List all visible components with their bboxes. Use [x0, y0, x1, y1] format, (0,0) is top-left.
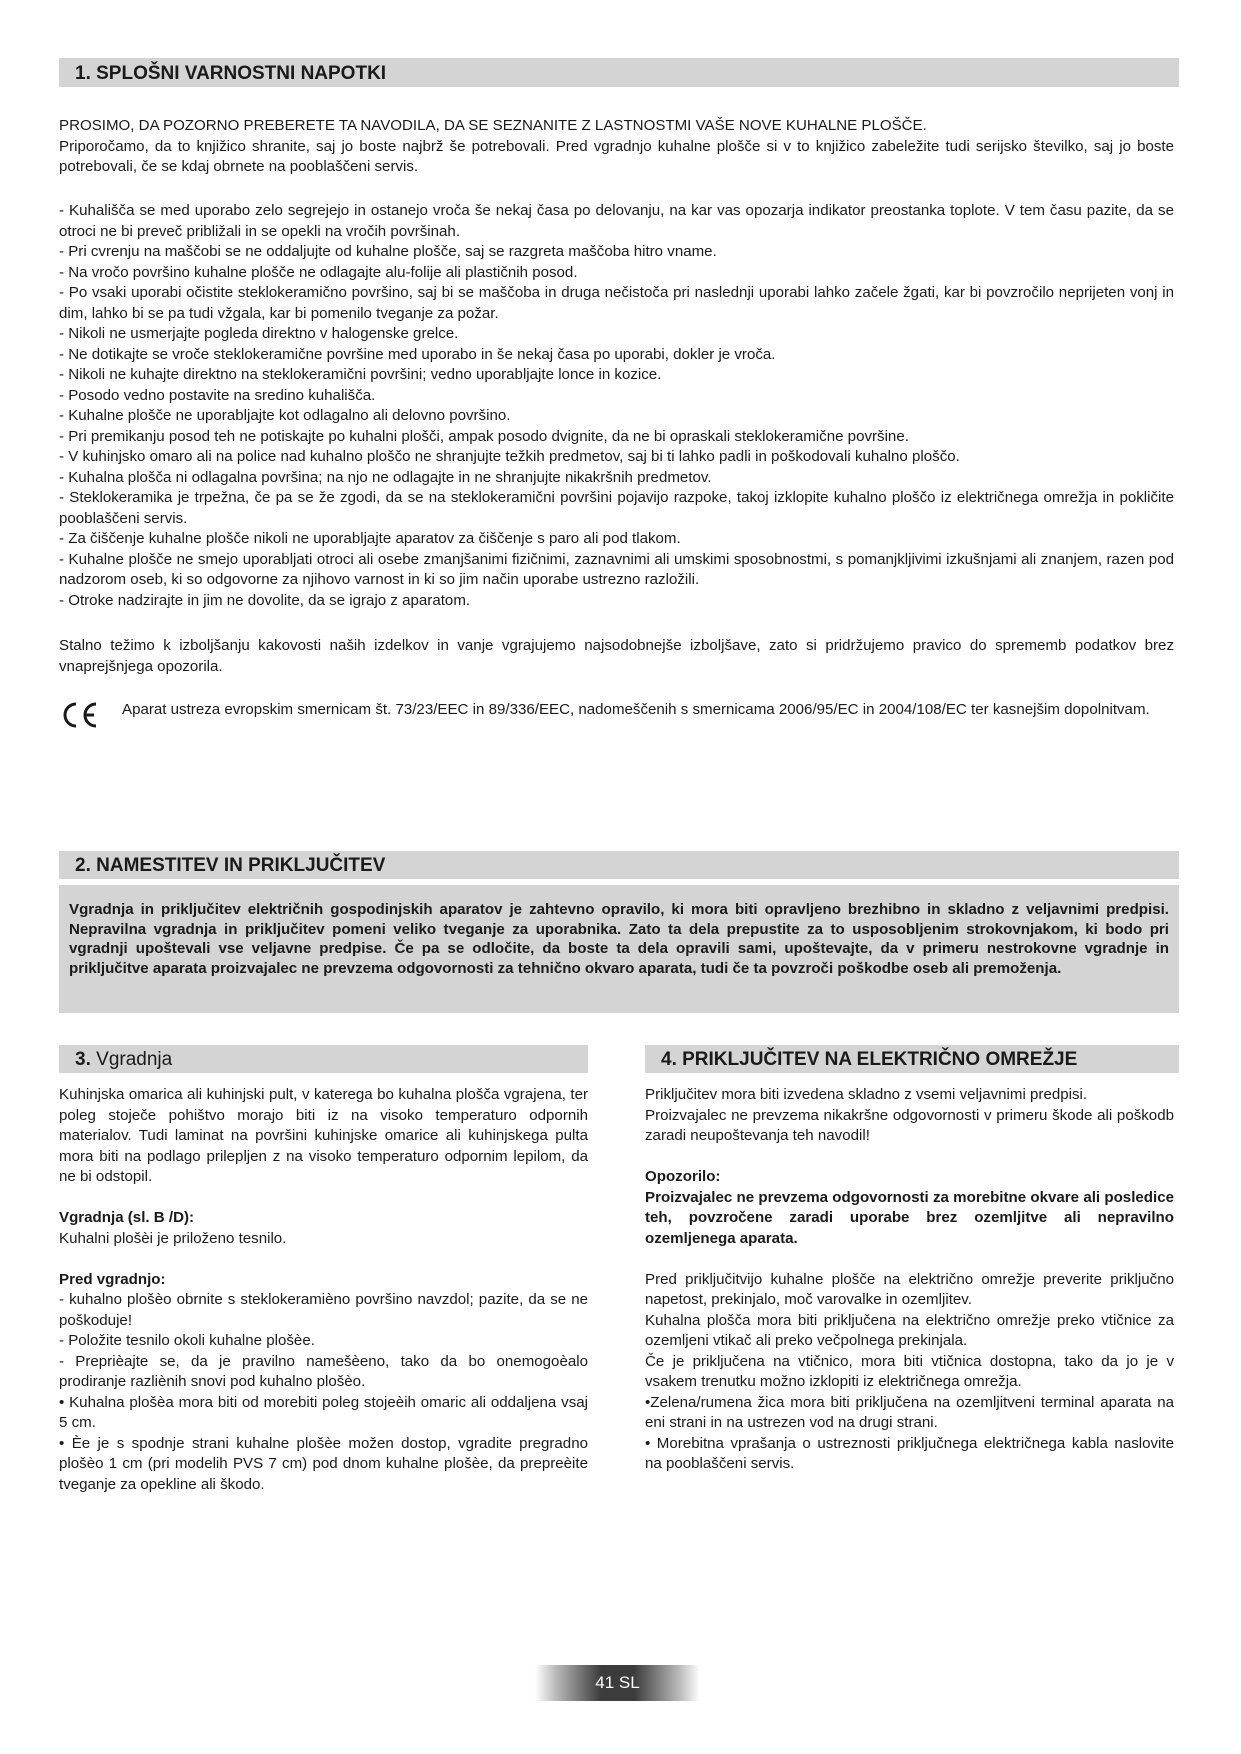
list-item: • Èe je s spodnje strani kuhalne plošèe možen dostop, vgradite pregradno plošèo 1 cm (pri modelih PVS 7 cm) pod dnom kuhalne plošèe, da prepreèite tveganje za opekline ali škodo. [59, 1434, 588, 1493]
page-number: 41 SL [535, 1665, 700, 1701]
list-item: - Po vsaki uporabi očistite steklokeramično površino, saj bi se maščoba in druga nečistoča pri naslednji uporabi lahko začele žgati, kar bi povzročilo neprijeten vonj in dim, lahko bi se pa tudi vžgala, kar bi pomenilo tveganje za požar. [59, 284, 1174, 322]
list-item: - Posodo vedno postavite na sredino kuhališča. [59, 386, 376, 404]
list-item: Če je priključena na vtičnico, mora biti vtičnica dostopna, tako da jo je v vsakem trenutku možno izklopiti iz električnega omrežja. [645, 1352, 1174, 1390]
list-item: • Kuhalna plošèa mora biti od morebiti poleg stojeèih omaric ali oddaljena vsaj 5 cm. [59, 1393, 588, 1431]
list-item: - Pri cvrenju na maščobi se ne oddaljujte od kuhalne plošče, saj se razgreta maščoba hitro vname. [59, 243, 717, 260]
intro-line: Priporočamo, da to knjižico shranite, saj jo boste najbrž še potrebovali. Pred vgradnjo kuhalne plošče si v to knjižico zabeležite tudi serijsko številko, saj jo boste potrebovali, če se kdaj obrnete na pooblaščeni servis. [59, 137, 1174, 175]
section-3-body [59, 1085, 588, 1495]
section-1-heading: 1. SPLOŠNI VARNOSTNI NAPOTKI [59, 58, 1179, 87]
intro-line: PROSIMO, DA POZORNO PREBERETE TA NAVODILA, DA SE SEZNANITE Z LASTNOSTMI VAŠE NOVE KUHALNE PLOŠČE. [59, 117, 927, 134]
list-item: - Nikoli ne kuhajte direktno na steklokeramični površini; vedno uporabljajte lonce in kozice. [59, 366, 662, 383]
section-3-title: Vgradnja [96, 1049, 173, 1070]
ce-text: Aparat ustreza evropskim smernicam št. 73/23/EEC in 89/336/EEC, nadomeščenih s smernicama 2006/95/EC in 2004/108/EC ter kasnejšim dopolnitvam. [122, 701, 1150, 718]
warning-heading: Opozorilo: [645, 1168, 721, 1185]
section-1-intro [59, 116, 1174, 178]
list-item: •Zelena/rumena žica mora biti priključena na ozemljitveni terminal aparata na eni strani in na ustrezen vod na drugi strani. [645, 1393, 1174, 1431]
connection-intro: Priključitev mora biti izvedena skladno z vsemi veljavnimi predpisi. [645, 1086, 1088, 1103]
section-2-heading: 2. NAMESTITEV IN PRIKLJUČITEV [59, 851, 1179, 879]
list-item: - Steklokeramika je trpežna, če pa se že zgodi, da se na steklokeramični površini pojavijo razpoke, takoj izklopite kuhalno ploščo iz električnega omrežja in pokličite pooblaščeni servis. [59, 489, 1174, 527]
list-item: • Morebitna vprašanja o ustreznosti priključnega električnega kabla naslovite na pooblaščeni servis. [645, 1434, 1174, 1472]
list-item: - Nikoli ne usmerjajte pogleda direktno v halogenske grelce. [59, 325, 459, 342]
fig-text: Kuhalni plošèi je priloženo tesnilo. [59, 1229, 287, 1247]
list-item: - Kuhališča se med uporabo zelo segrejejo in ostanejo vroča še nekaj časa po delovanju, na kar vas opozarja indikator preostanka toplote. V tem času pazite, da se otroci ne bi preveč približali in se opekli na vročih površinah. [59, 202, 1174, 240]
safety-list [59, 201, 1174, 611]
connection-intro: Proizvajalec ne prevzema nikakršne odgovornosti v primeru škode ali poškodb zaradi neupoštevanja teh navodil! [645, 1106, 1174, 1144]
before-heading: Pred vgradnjo: [59, 1270, 166, 1288]
list-item: - Na vročo površino kuhalne plošče ne odlagajte alu-folije ali plastičnih posod. [59, 263, 578, 281]
list-item: - Kuhalne plošče ne uporabljajte kot odlagalno ali delovno površino. [59, 407, 511, 424]
section-3-number: 3. [75, 1049, 91, 1070]
section-4-body [645, 1085, 1174, 1475]
installation-intro: Kuhinjska omarica ali kuhinjski pult, v katerega bo kuhalna plošča vgrajena, ter poleg stoječe pohištvo morajo biti iz na visoko temperaturo odpornih materialov. Tudi laminat na površini kuhinjske omarice ali kuhinjskega pulta mora biti na podlago prilepljen z na visoko temperaturo odpornim lepilom, da ne bi odstopil. [59, 1086, 588, 1185]
list-item: - Kuhalna plošča ni odlagalna površina; na njo ne odlagajte in ne shranjujte nikakršnih predmetov. [59, 468, 712, 486]
ce-mark-icon [59, 700, 103, 730]
fig-heading: Vgradnja (sl. B /D): [59, 1209, 195, 1226]
list-item: - V kuhinjsko omaro ali na police nad kuhalno ploščo ne shranjujte težkih predmetov, saj bi ti lahko padli in poškodovali kuhalno ploščo. [59, 448, 960, 465]
installation-warning: Vgradnja in priključitev električnih gospodinjskih aparatov je zahtevno opravilo, ki mora biti opravljeno brezhibno in skladno z veljavnimi predpisi. Nepravilna vgradnja in priključitev pomeni veliko tveganje za uporabnika. Zato ta dela prepustite za to usposobljenim strokovnjakom, ki bodo pri vgradnji upoštevali vse veljavne predpise. Če pa se odločite, da boste ta dela opravili sami, upoštevajte, da v primeru nestrokovne vgradnje in priključitve aparata proizvajalec ne prevzema odgovornosti za tehnično okvaro aparata, tudi če ta povzroči poškodbe oseb ali premoženja. [59, 885, 1179, 1013]
list-item: - Pri premikanju posod teh ne potiskajte po kuhalni plošči, ampak posodo dvignite, da ne bi opraskali steklokeramične površine. [59, 427, 909, 445]
section-3-heading [59, 1045, 588, 1073]
warning-text: Proizvajalec ne prevzema odgovornosti za morebitne okvare ali posledice teh, povzročene zaradi uporabe brez ozemljitve ali nepravilno ozemljenega aparata. [645, 1188, 1174, 1247]
list-item: - Za čiščenje kuhalne plošče nikoli ne uporabljajte aparatov za čiščenje s paro ali pod tlakom. [59, 530, 681, 547]
list-item: Pred priključitvijo kuhalne plošče na električno omrežje preverite priključno napetost, prekinjalo, moč varovalke in ozemljitev. [645, 1270, 1174, 1308]
list-item: - Otroke nadzirajte in jim ne dovolite, da se igrajo z aparatom. [59, 591, 471, 609]
list-item: - Položite tesnilo okoli kuhalne plošèe. [59, 1332, 315, 1349]
list-item: - Ne dotikajte se vroče steklokeramične površine med uporabo in še nekaj časa po uporabi, dokler je vroča. [59, 345, 776, 363]
list-item: Kuhalna plošča mora biti priključena na električno omrežje preko vtičnice za ozemljeni vtikač ali preko večpolnega prekinjala. [645, 1311, 1174, 1349]
closing-note: Stalno težimo k izboljšanju kakovosti naših izdelkov in vanje vgrajujemo najsodobnejše izboljšave, zato si pridržujemo pravico do sprememb podatkov brez vnaprejšnjega opozorila. [59, 637, 1174, 675]
section-4-heading: 4. PRIKLJUČITEV NA ELEKTRIČNO OMREŽJE [645, 1045, 1179, 1073]
list-item: - kuhalno plošèo obrnite s steklokeramièno površino navzdol; pazite, da se ne poškoduje! [59, 1291, 588, 1329]
list-item: - Preprièajte se, da je pravilno namešèeno, tako da bo onemogoèalo prodiranje razliènih snovi pod kuhalno plošèo. [59, 1352, 588, 1390]
list-item: - Kuhalne plošče ne smejo uporabljati otroci ali osebe zmanjšanimi fizičnimi, zaznavnimi ali umskimi sposobnostmi, s pomanjkljivimi izkušnjami ali znanjem, razen pod nadzorom oseb, ki so odgovorne za njihovo varnost in ki so jim način uporabe ustrezno razložili. [59, 550, 1174, 588]
